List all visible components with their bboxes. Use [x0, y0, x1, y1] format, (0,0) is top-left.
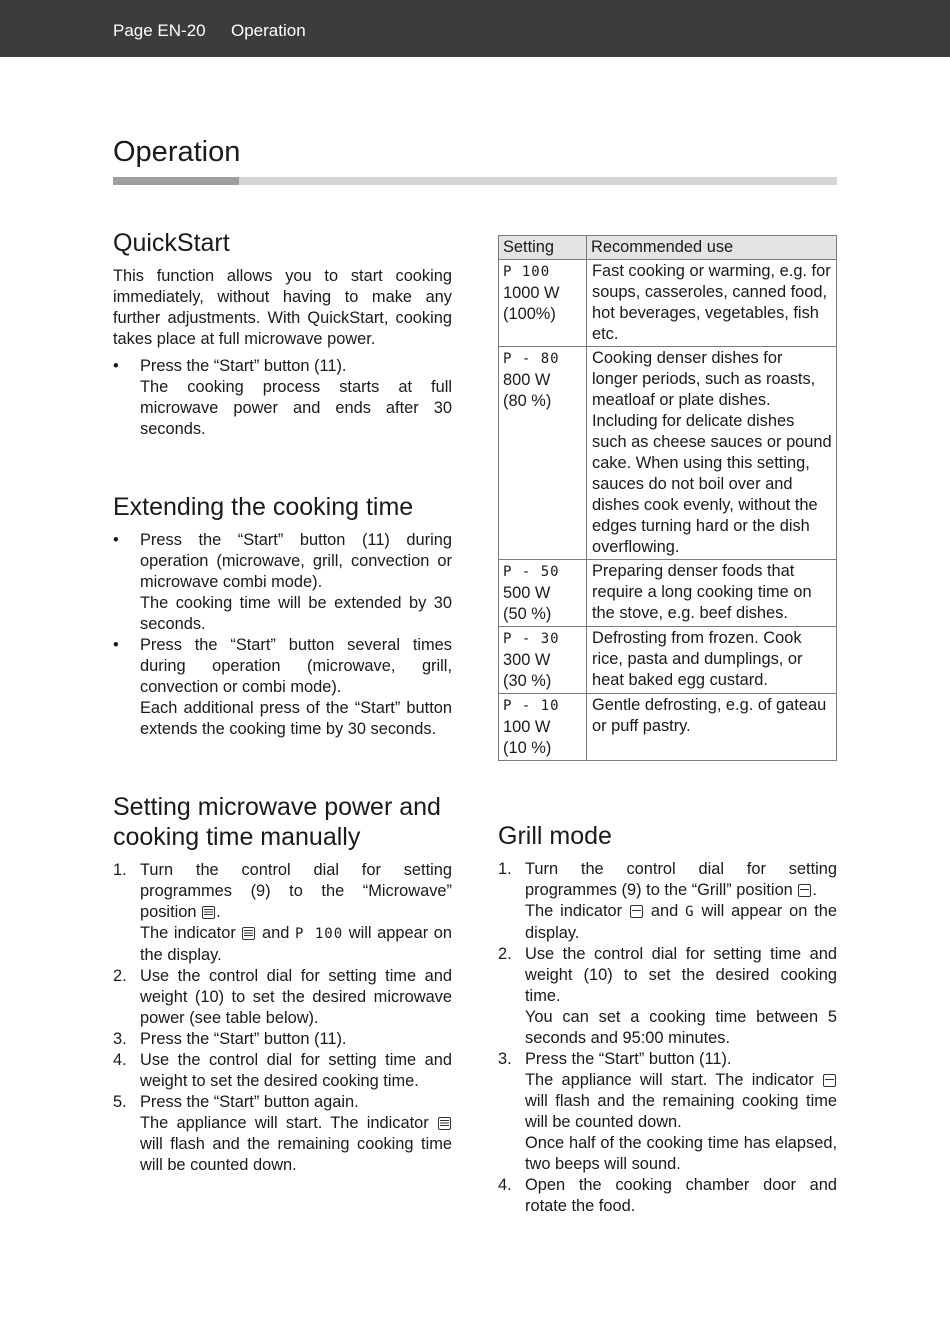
title-underline-accent: [113, 177, 239, 185]
page-title: Operation: [113, 136, 241, 168]
list-item-note: The cooking time will be extended by 30 seconds.: [140, 594, 452, 633]
step-note: will appear on the display.: [140, 924, 453, 964]
list-item: [113, 1029, 452, 1050]
right-column: [498, 235, 837, 1217]
microwave-icon: [438, 1117, 451, 1130]
step-text: Press the “Start” button (11).: [525, 1050, 732, 1068]
step-text: Turn the control dial for setting programmes (9) to the “Microwave” position: [140, 861, 452, 921]
list-item: 1. Turn the control dial for setting programmes (9) to the “Grill” position . The indicator and G will appear on the display.: [498, 860, 838, 942]
grill-icon: [630, 905, 643, 918]
table-header-use: Recommended use: [587, 236, 837, 260]
grill-icon: [798, 884, 811, 897]
power-percent: (30 %): [503, 672, 552, 690]
step-text: Use the control dial for setting time and weight (10) to set the desired cooking time.: [525, 945, 837, 1005]
step-note: will flash and the remaining cooking time will be counted down.: [140, 1135, 452, 1174]
power-value: 800 W: [503, 371, 551, 389]
step-number: 1.: [498, 860, 512, 878]
list-item-text: Press the “Start” button several times during operation (microwave, grill, convection or combi mode).: [140, 636, 452, 696]
setting-cell: [499, 627, 587, 694]
setting-cell: [499, 694, 587, 761]
manual-steps: [113, 860, 452, 1176]
page-number: Page EN-20: [113, 21, 206, 40]
power-percent: (10 %): [503, 739, 552, 757]
list-item: [113, 635, 452, 740]
table-header-setting: Setting: [499, 236, 587, 260]
bullet-icon: •: [113, 357, 119, 375]
power-value: 1000 W: [503, 284, 560, 302]
step-text: Turn the control dial for setting programmes (9) to the “Grill” position: [525, 860, 837, 899]
power-settings-table: [498, 235, 837, 761]
microwave-icon: [242, 927, 255, 940]
recommended-use-cell: Fast cooking or warming, e.g. for soups, casseroles, canned food, hot beverages, vegetables, fish etc.: [587, 260, 837, 347]
header-section: Operation: [231, 21, 306, 40]
list-item-note: The cooking process starts at full microwave power and ends after 30 seconds.: [140, 378, 452, 438]
display-code: G: [685, 904, 695, 920]
step-number: 5.: [113, 1093, 127, 1111]
grill-steps: [498, 859, 837, 1217]
step-text: Press the “Start” button (11).: [140, 1030, 347, 1048]
step-number: 2.: [113, 967, 127, 985]
step-note: Once half of the cooking time has elapsed, two beeps will sound.: [525, 1134, 837, 1173]
display-code: P - 50: [503, 564, 560, 580]
power-percent: (50 %): [503, 605, 552, 623]
grill-heading: Grill mode: [498, 822, 612, 850]
list-item: [113, 966, 452, 1029]
extending-list: [113, 530, 452, 740]
recommended-use-cell: Defrosting from frozen. Cook rice, pasta and dumplings, or heat baked egg custard.: [587, 627, 837, 694]
power-value: 500 W: [503, 584, 551, 602]
step-number: 3.: [498, 1050, 512, 1068]
power-percent: (80 %): [503, 392, 552, 410]
step-note: The indicator: [140, 924, 236, 942]
table-row: [499, 260, 837, 347]
display-code: P 100: [294, 926, 344, 942]
step-number: 3.: [113, 1030, 127, 1048]
step-text: Use the control dial for setting time and weight to set the desired cooking time.: [140, 1051, 452, 1090]
power-percent: (100%): [503, 305, 556, 323]
step-note: The appliance will start. The indicator: [525, 1071, 814, 1089]
list-item-text: Press the “Start” button (11).: [140, 357, 347, 375]
quickstart-heading: QuickStart: [113, 229, 230, 257]
power-value: 100 W: [503, 718, 551, 736]
step-text: Use the control dial for setting time and weight (10) to set the desired microwave power (see table below).: [140, 967, 452, 1027]
list-item: [113, 530, 452, 635]
display-code: P 100: [503, 264, 551, 280]
step-number: 4.: [498, 1176, 512, 1194]
quickstart-section: [113, 228, 452, 440]
list-item-text: Press the “Start” button (11) during operation (microwave, grill, convection or microwave combi mode).: [140, 531, 452, 591]
step-note-and: and: [262, 924, 290, 942]
list-item: [113, 356, 452, 440]
list-item: [498, 1175, 837, 1217]
list-item: [113, 1050, 452, 1092]
title-underline: [113, 177, 837, 185]
extending-heading: Extending the cooking time: [113, 493, 414, 521]
recommended-use-cell: Cooking denser dishes for longer periods, such as roasts, meatloaf or plate dishes. Including for delicate dishes such as cheese sauces or pound cake. When using this setting, sauces do not boil over and dishes cook evenly, without the edges turning hard or the dish overflowing.: [587, 347, 837, 560]
table-row: [499, 694, 837, 761]
step-text: Press the “Start” button again.: [140, 1093, 359, 1111]
list-item: [498, 944, 837, 1049]
quickstart-intro: This function allows you to start cooking immediately, without having to make any further adjustments. With QuickStart, cooking takes place at full microwave power.: [113, 267, 452, 348]
step-number: 4.: [113, 1051, 127, 1069]
step-note: The indicator: [525, 902, 623, 920]
display-code: P - 10: [503, 698, 560, 714]
step-note: The appliance will start. The indicator: [140, 1114, 429, 1132]
bullet-icon: •: [113, 636, 119, 654]
manual-heading: Setting microwave power and cooking time manually: [113, 793, 441, 851]
recommended-use-cell: Gentle defrosting, e.g. of gateau or puff pastry.: [587, 694, 837, 761]
list-item: 1. Turn the control dial for setting programmes (9) to the “Microwave” position . The indicator and P 100 will appear on the display.: [113, 861, 453, 964]
list-item: [113, 1092, 452, 1176]
step-note: will flash and the remaining cooking time will be counted down.: [525, 1092, 837, 1131]
step-text: Open the cooking chamber door and rotate the food.: [525, 1176, 837, 1215]
quickstart-list: [113, 356, 452, 440]
table-row: [499, 347, 837, 560]
table-header-row: [499, 236, 837, 260]
power-value: 300 W: [503, 651, 551, 669]
list-item: [498, 1049, 837, 1175]
display-code: P - 30: [503, 631, 560, 647]
left-column: [113, 228, 452, 1176]
extending-section: [113, 492, 452, 740]
bullet-icon: •: [113, 531, 119, 549]
step-note: will appear on the display.: [525, 902, 838, 942]
table-row: [499, 627, 837, 694]
page-header: [0, 0, 950, 57]
grill-icon: [823, 1074, 836, 1087]
step-note: You can set a cooking time between 5 seconds and 95:00 minutes.: [525, 1008, 837, 1047]
manual-section: [113, 792, 452, 1176]
step-number: 2.: [498, 945, 512, 963]
microwave-icon: [202, 906, 215, 919]
setting-cell: [499, 347, 587, 560]
step-number: 1.: [113, 861, 127, 879]
display-code: P - 80: [503, 351, 560, 367]
recommended-use-cell: Preparing denser foods that require a long cooking time on the stove, e.g. beef dishes.: [587, 560, 837, 627]
grill-section: [498, 821, 837, 1217]
table-row: [499, 560, 837, 627]
list-item-note: Each additional press of the “Start” button extends the cooking time by 30 seconds.: [140, 699, 452, 738]
step-note-and: and: [650, 902, 679, 920]
setting-cell: [499, 260, 587, 347]
setting-cell: [499, 560, 587, 627]
